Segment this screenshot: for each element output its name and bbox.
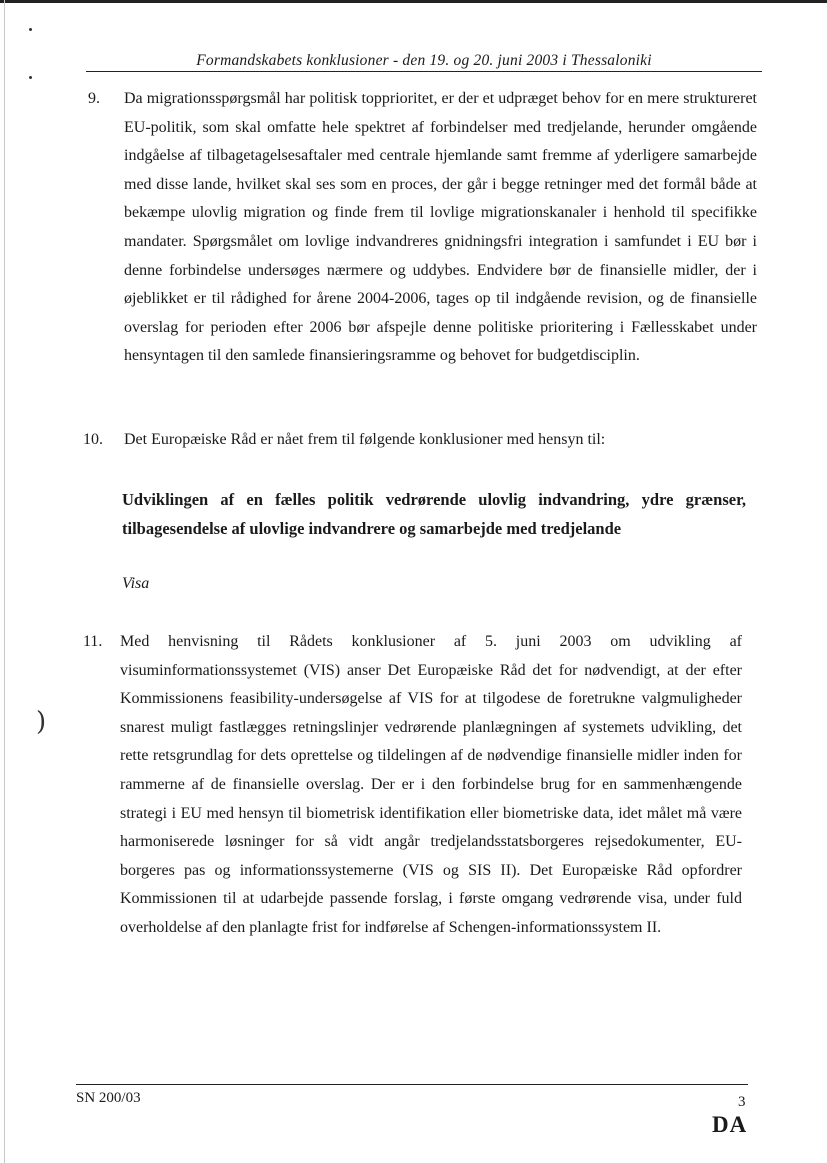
paragraph-11 xyxy=(120,628,742,943)
scan-speck xyxy=(29,76,32,79)
paragraph-10 xyxy=(124,426,757,455)
section-heading xyxy=(122,486,746,543)
document-reference: SN 200/03 xyxy=(76,1090,141,1106)
subheading-visa: Visa xyxy=(122,575,150,592)
page-number: 3 xyxy=(738,1094,746,1110)
scan-top-edge xyxy=(0,0,827,3)
paragraph-number-9: 9. xyxy=(88,90,100,107)
scan-left-edge xyxy=(4,0,5,1163)
paragraph-11-text: Med henvisning til Rådets konklusioner af 5. juni 2003 om udvikling af visuminformationssystemet (VIS) anser Det Europæiske Råd det for nødvendigt, at der efter Kommissionens feasibility-undersøgelse af VIS for at tilgodese de foretrukne valgmuligheder snarest muligt fastlægges retningslinjer vedrørende planlægningen af systemets udvikling, det rette retsgrundlag for dets oprettelse og tildelingen af de nødvendige finansielle midler inden for rammerne af de finansielle overslag. Der er i den forbindelse brug for en sammenhængende strategi i EU med hensyn til biometrisk identifikation eller biometriske data, idet målet må være harmoniserede løsninger for så vidt angår tredjelandsstatsborgeres rejsedokumenter, EU-borgeres pas og informationssystemerne (VIS og SIS II). Det Europæiske Råd opfordrer Kommissionen til at udarbejde passende forslag, i første omgang vedrørende visa, under fuld overholdelse af den planlagte frist for indførelse af Schengen-informationssystem II. xyxy=(120,633,742,936)
running-header: Formandskabets konklusioner - den 19. og 20. juni 2003 i Thessaloniki xyxy=(196,52,652,69)
paragraph-number-11: 11. xyxy=(83,633,103,650)
section-heading-text: Udviklingen af en fælles politik vedrørende ulovlig indvandring, ydre grænser, tilbagesendelse af ulovlige indvandrere og samarbejde med tredjelande xyxy=(122,490,746,538)
binding-hole-mark: ) xyxy=(36,707,47,737)
footer-rule xyxy=(76,1084,748,1085)
paragraph-9-text: Da migrationsspørgsmål har politisk topprioritet, er der et udpræget behov for en mere struktureret EU-politik, som skal omfatte hele spektret af forbindelser med tredjelande, herunder omgående indgåelse af tilbagetagelsesaftaler med centrale hjemlande samt fremme af yderligere samarbejde med disse lande, hvilket skal ses som en proces, der går i begge retninger med det formål både at bekæmpe ulovlig migration og finde frem til lovlige migrationskanaler i henhold til specifikke mandater. Spørgsmålet om lovlige indvandreres gnidningsfri integration i samfundet i EU bør i denne forbindelse undersøges nærmere og uddybes. Endvidere bør de finansielle midler, der i øjeblikket er til rådighed for årene 2004-2006, tages op til indgående revision, og de finansielle overslag for perioden efter 2006 bør afspejle denne politiske prioritering i Fællesskabet under hensyntagen til den samlede finansieringsramme og behovet for budgetdisciplin. xyxy=(124,90,757,365)
paragraph-number-10: 10. xyxy=(83,431,103,448)
language-code: DA xyxy=(712,1112,748,1137)
paragraph-10-text: Det Europæiske Råd er nået frem til følgende konklusioner med hensyn til: xyxy=(124,431,606,448)
paragraph-9 xyxy=(124,85,757,371)
header-rule xyxy=(86,71,762,72)
scan-speck xyxy=(29,28,32,31)
